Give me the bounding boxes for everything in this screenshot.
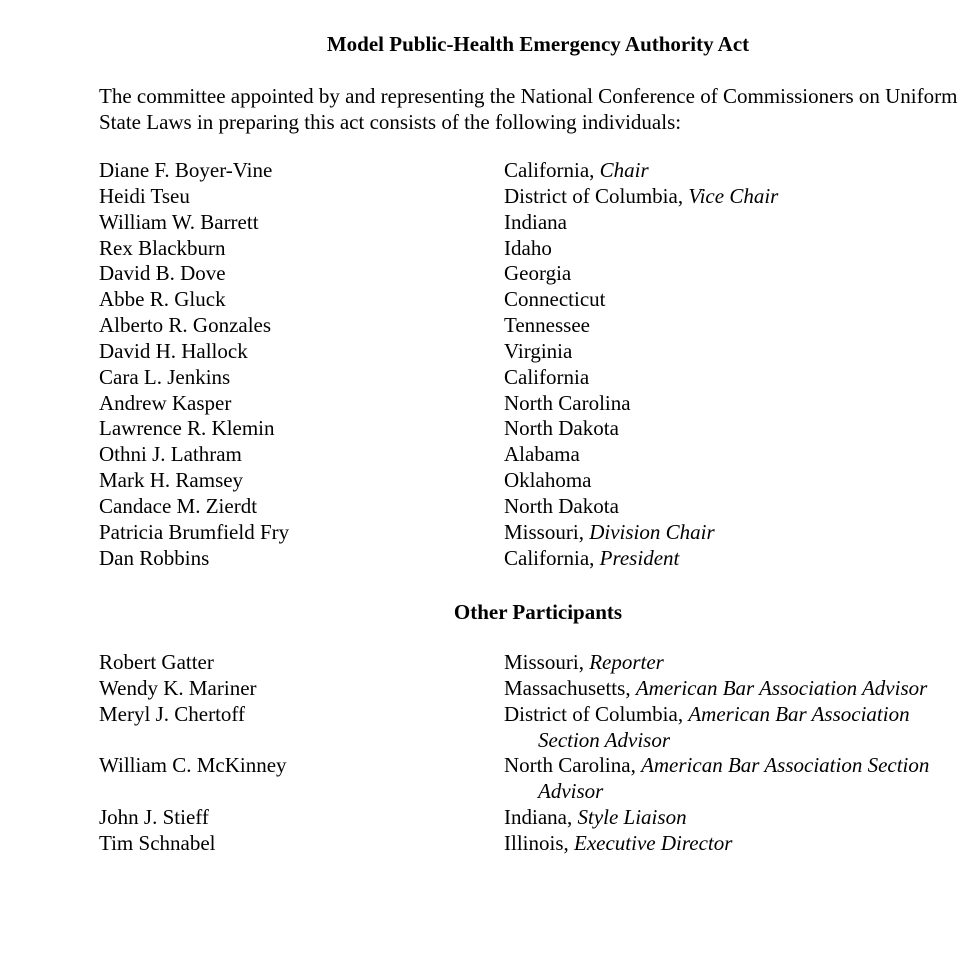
member-row: [99, 287, 969, 313]
separator: ,: [677, 701, 689, 726]
member-affiliation: [504, 676, 969, 702]
member-state: California: [504, 364, 590, 389]
member-row: [99, 702, 969, 728]
member-row: [99, 831, 969, 857]
intro-paragraph: The committee appointed by and representing the National Conference of Commissioners on Uniform State Laws in preparing this act consists of the following individuals:: [99, 84, 958, 134]
member-name: Othni J. Lathram: [99, 442, 242, 467]
member-role: Reporter: [589, 650, 664, 674]
member-row: [99, 676, 969, 702]
member-role-continuation: Advisor: [538, 779, 604, 804]
document-title: Model Public-Health Emergency Authority Act: [326, 32, 750, 56]
member-row: [99, 494, 969, 520]
member-role: Executive Director: [574, 830, 733, 855]
member-state: California: [504, 158, 590, 182]
member-name: Rex Blackburn: [99, 235, 226, 260]
member-affiliation: [504, 702, 969, 728]
member-row: [99, 416, 969, 442]
member-affiliation: [504, 365, 969, 391]
member-affiliation: [504, 339, 969, 365]
member-name: Heidi Tseu: [99, 183, 190, 208]
member-name: David H. Hallock: [99, 338, 248, 363]
spacer: [99, 728, 504, 754]
member-state: Georgia: [504, 261, 572, 286]
member-state: Tennessee: [504, 313, 590, 338]
member-row: [99, 313, 969, 339]
committee-list: [99, 158, 969, 572]
member-row: [99, 261, 969, 287]
member-name: Cara L. Jenkins: [99, 364, 231, 389]
member-name: Patricia Brumfield Fry: [99, 519, 290, 544]
member-affiliation: [504, 416, 969, 442]
member-state: Missouri: [504, 519, 579, 544]
separator: ,: [563, 830, 575, 855]
member-name: Tim Schnabel: [99, 830, 216, 855]
member-name: Andrew Kasper: [99, 390, 232, 415]
member-state: Missouri: [504, 650, 579, 674]
member-affiliation: [504, 261, 969, 287]
member-name: Meryl J. Chertoff: [99, 701, 246, 726]
member-state: Oklahoma: [504, 468, 592, 493]
member-row: [99, 546, 969, 572]
member-affiliation: [504, 313, 969, 339]
member-state: Idaho: [504, 235, 552, 260]
member-row: [99, 468, 969, 494]
member-role: Chair: [599, 158, 649, 182]
separator: ,: [677, 183, 689, 208]
member-role: American Bar Association: [688, 701, 910, 726]
member-name: John J. Stieff: [99, 805, 209, 830]
member-role: American Bar Association Section: [641, 753, 930, 778]
member-affiliation: [504, 831, 969, 857]
member-name: Dan Robbins: [99, 545, 210, 570]
separator: ,: [589, 545, 600, 570]
member-affiliation: [504, 468, 969, 494]
member-role: Style Liaison: [577, 805, 687, 830]
member-row: [99, 391, 969, 417]
member-affiliation: [504, 520, 969, 546]
member-row: [99, 805, 969, 831]
member-affiliation: [504, 442, 969, 468]
member-role: President: [599, 545, 680, 570]
member-row: [99, 184, 969, 210]
member-name: Lawrence R. Klemin: [99, 416, 275, 441]
member-affiliation: [504, 391, 969, 417]
other-participants-list: [99, 650, 969, 857]
member-row: [99, 210, 969, 236]
member-row: [99, 650, 969, 676]
separator: ,: [578, 519, 590, 544]
member-state: Connecticut: [504, 287, 606, 312]
other-participants-heading: Other Participants: [453, 600, 623, 624]
member-affiliation: [504, 287, 969, 313]
separator: ,: [578, 650, 590, 674]
member-name: William W. Barrett: [99, 209, 259, 234]
member-role: Vice Chair: [688, 183, 779, 208]
member-affiliation: [504, 805, 969, 831]
member-name: William C. McKinney: [99, 753, 287, 778]
separator: ,: [566, 805, 578, 830]
member-name: Alberto R. Gonzales: [99, 313, 272, 338]
member-state: District of Columbia: [504, 701, 678, 726]
member-row: [99, 520, 969, 546]
member-state: North Dakota: [504, 416, 619, 441]
member-state: Indiana: [504, 805, 567, 830]
member-affiliation: [504, 158, 969, 184]
member-state: Virginia: [504, 338, 573, 363]
member-row: [99, 158, 969, 184]
member-state: California: [504, 545, 590, 570]
member-state: Alabama: [504, 442, 580, 467]
member-affiliation: [504, 210, 969, 236]
member-state: Massachusetts: [504, 675, 626, 700]
member-affiliation: [504, 184, 969, 210]
separator: ,: [625, 675, 636, 700]
member-affiliation: [504, 650, 969, 676]
member-role: Division Chair: [589, 519, 715, 544]
member-state: North Carolina: [504, 753, 631, 778]
member-row: [99, 236, 969, 262]
member-name: Diane F. Boyer-Vine: [99, 158, 273, 182]
separator: ,: [630, 753, 642, 778]
member-role: American Bar Association Advisor: [635, 675, 928, 700]
member-name: Candace M. Zierdt: [99, 493, 258, 518]
member-row: [99, 365, 969, 391]
member-state: North Dakota: [504, 493, 619, 518]
member-row: [99, 339, 969, 365]
member-name: Abbe R. Gluck: [99, 287, 226, 312]
member-state: North Carolina: [504, 390, 631, 415]
separator: ,: [589, 158, 600, 182]
member-state: District of Columbia: [504, 183, 678, 208]
member-name: Mark H. Ramsey: [99, 468, 244, 493]
spacer: [99, 779, 504, 805]
member-row: [99, 753, 969, 779]
member-row: [99, 442, 969, 468]
member-state: Indiana: [504, 209, 567, 234]
member-affiliation: [504, 753, 969, 779]
member-name: David B. Dove: [99, 261, 226, 286]
member-name: Robert Gatter: [99, 650, 214, 674]
member-state: Illinois: [504, 830, 564, 855]
member-name: Wendy K. Mariner: [99, 675, 257, 700]
member-role-continuation: Section Advisor: [538, 727, 671, 752]
member-affiliation: [504, 546, 969, 572]
member-affiliation: [504, 236, 969, 262]
member-row-continuation: [99, 779, 969, 805]
member-affiliation: [504, 494, 969, 520]
member-row-continuation: [99, 728, 969, 754]
